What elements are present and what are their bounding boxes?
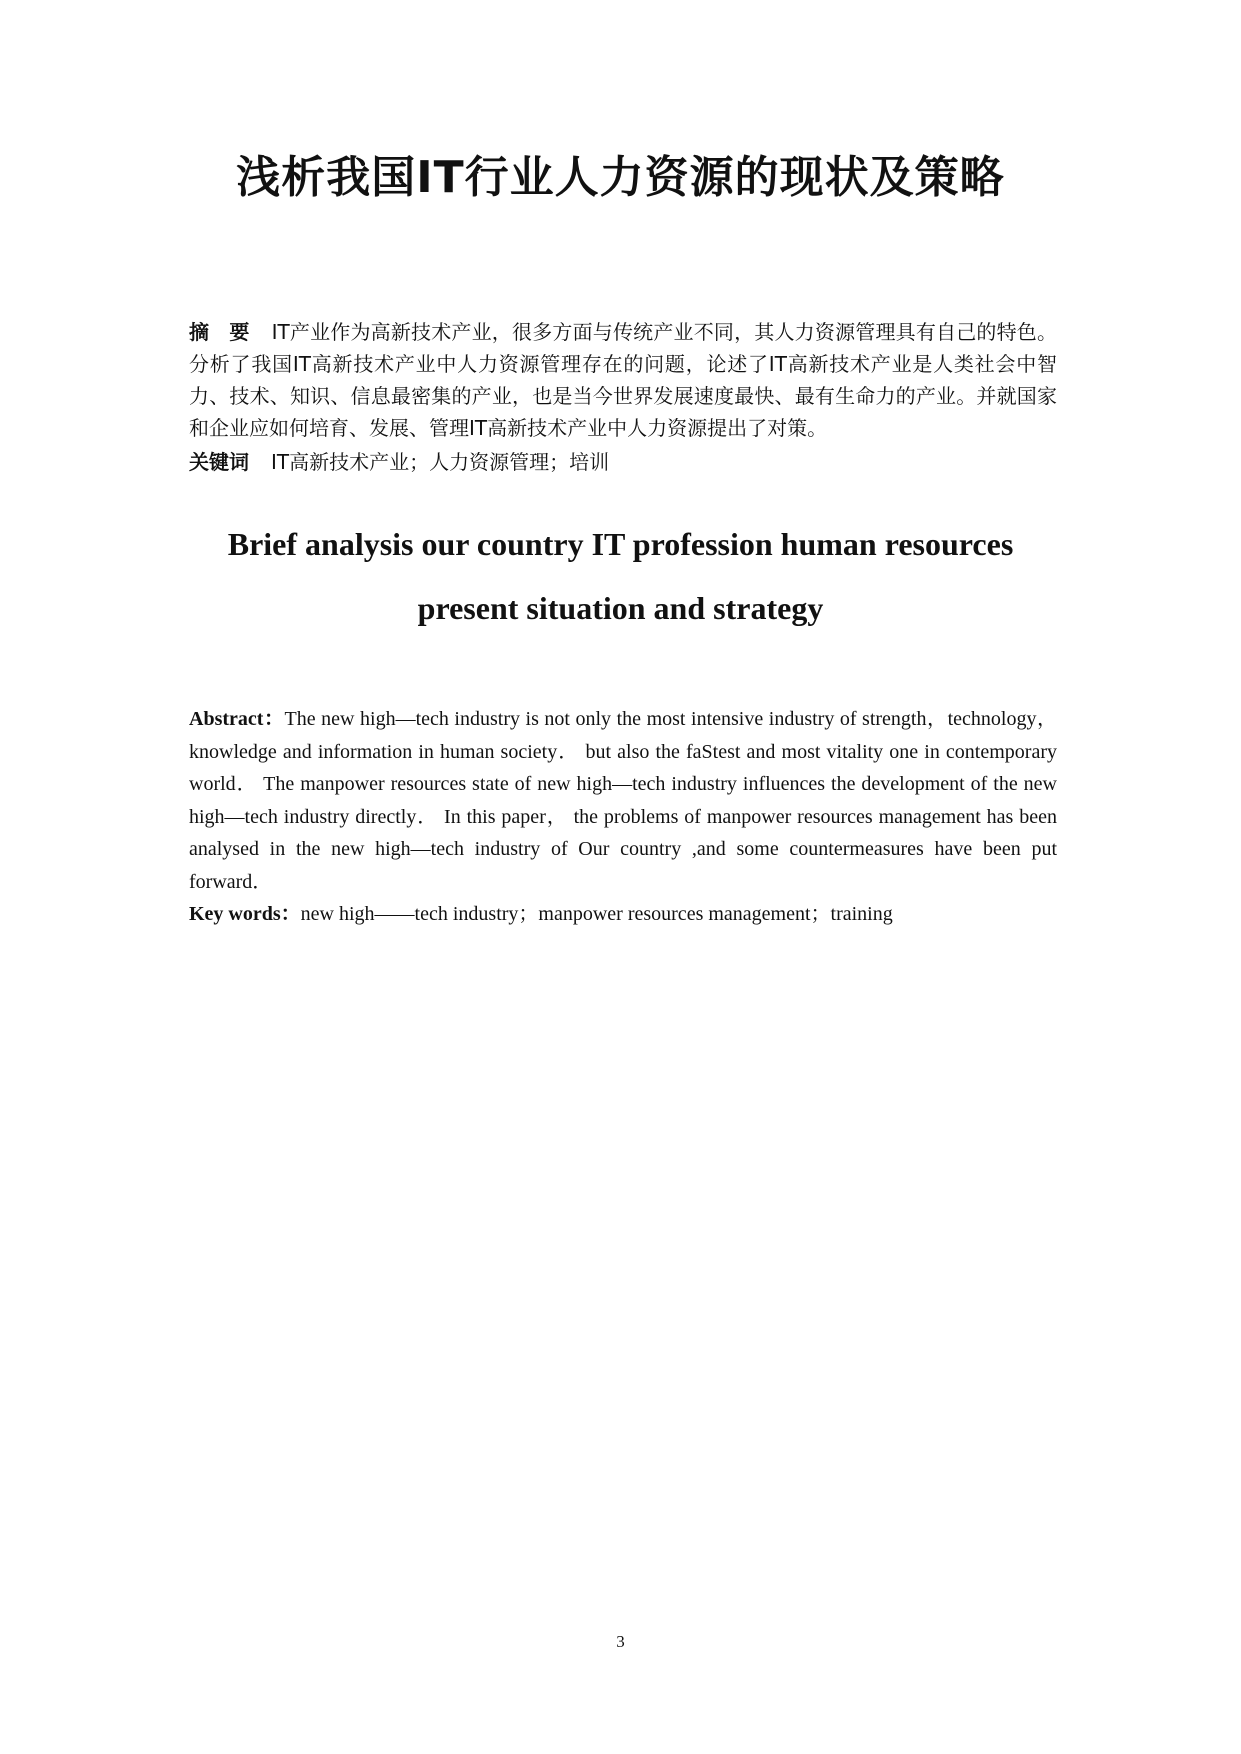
english-title-line-2: present situation and strategy bbox=[417, 590, 824, 626]
english-keywords-text: new high——tech industry；manpower resources management；training bbox=[300, 903, 893, 925]
english-abstract bbox=[189, 703, 1057, 898]
chinese-abstract-text: IT产业作为高新技术产业，很多方面与传统产业不同，其人力资源管理具有自己的特色。分析了我国IT高新技术产业中人力资源管理存在的问题，论述了IT高新技术产业是人类社会中智力、技术、知识、信息最密集的产业，也是当今世界发展速度最快、最有生命力的产业。并就国家和企业应如何培育、发展、管理IT高新技术产业中人力资源提出了对策。 bbox=[189, 320, 1057, 440]
english-abstract-label: Abstract： bbox=[189, 708, 285, 730]
english-title bbox=[0, 512, 1241, 640]
english-title-line-1: Brief analysis our country IT profession human resources bbox=[227, 526, 1014, 562]
chinese-keywords-label: 关键词 bbox=[189, 450, 249, 474]
chinese-abstract-label: 摘 要 bbox=[189, 320, 250, 344]
chinese-keywords bbox=[189, 446, 1057, 478]
english-abstract-text: The new high—tech industry is not only the most intensive industry of strength，technology，knowledge and information in human society． but also the faStest and most vitality one in contemporary world． The manpower resources state of new high—tech industry influences the development of the new high—tech industry directly． In this paper， the problems of manpower resources management has been analysed in the new high—tech industry of Our country ,and some countermeasures have been put forward． bbox=[189, 708, 1057, 893]
chinese-title: 浅析我国IT行业人力资源的现状及策略 bbox=[236, 152, 1005, 203]
english-keywords-label: Key words： bbox=[189, 903, 301, 925]
chinese-keywords-text: IT高新技术产业；人力资源管理；培训 bbox=[271, 450, 610, 474]
page-number: 3 bbox=[616, 1632, 625, 1651]
chinese-abstract bbox=[189, 316, 1057, 444]
english-keywords bbox=[189, 898, 1057, 930]
